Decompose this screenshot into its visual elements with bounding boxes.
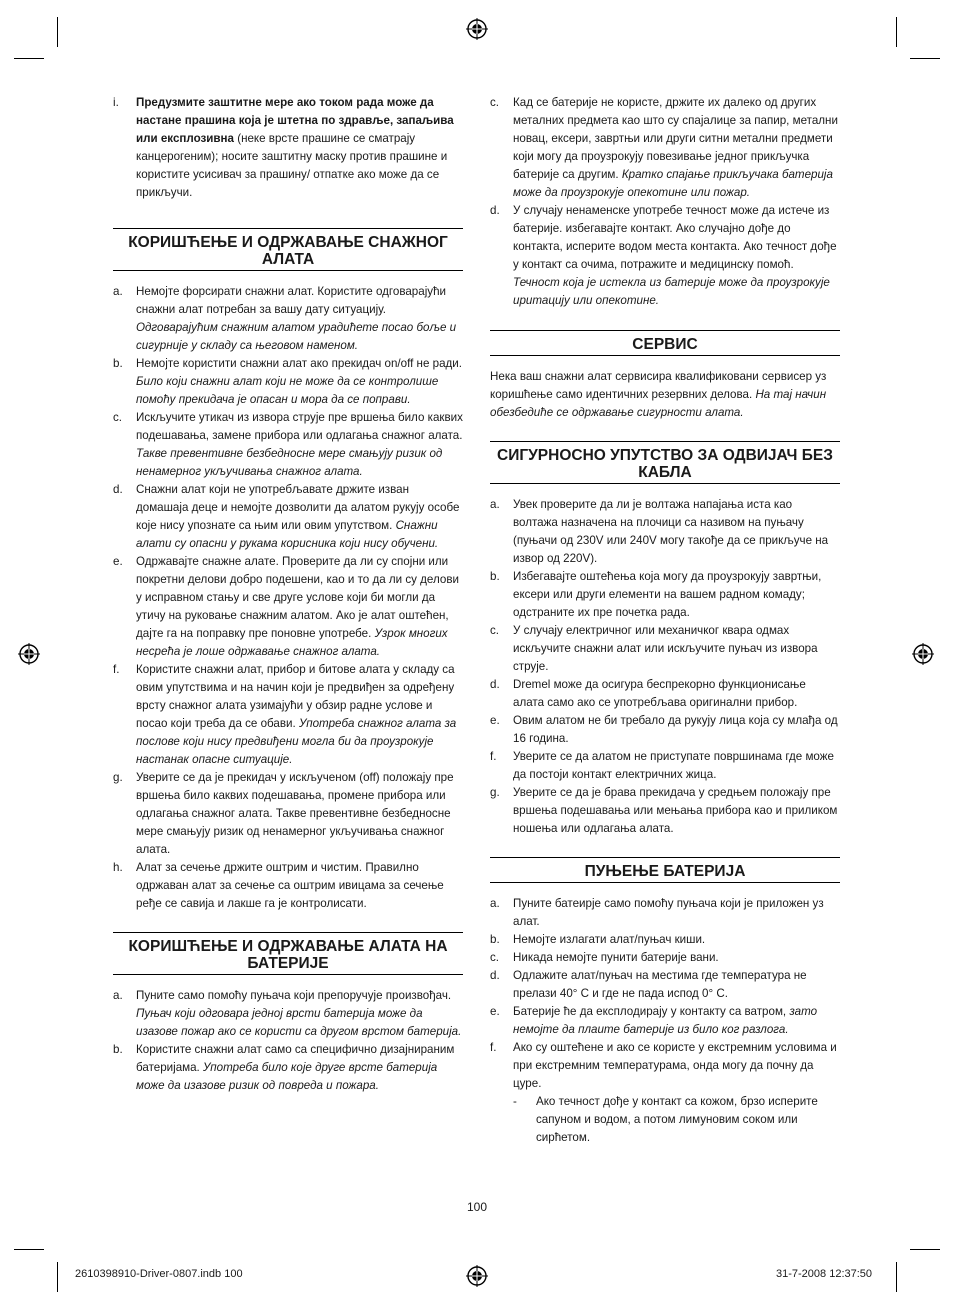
item-label: f.	[490, 750, 497, 763]
item-text: Уверите се да алатом не приступате површинама где може да постоји контакт електричних жица.	[513, 750, 834, 781]
registration-mark-icon	[912, 643, 934, 665]
item-text: Немојте користити снажни алат ако прекидач on/off не ради.	[136, 357, 462, 370]
section-heading: СЕРВИС	[490, 330, 840, 356]
page-number: 100	[466, 1200, 488, 1214]
item-text: Увек проверите да ли је волтажа напајања иста као волтажа назначена на плочици са називом на пуњачу (пуњачи од 230V или 240V могу такође да се прикључе на извор од 220V).	[513, 498, 829, 565]
item-label: f.	[113, 663, 120, 676]
list-item	[490, 748, 840, 784]
list-item	[490, 676, 840, 712]
item-text: Немојте форсирати снажни алат. Користите одговарајући снажни алат потребан за вашу дату ситуацију.	[136, 285, 447, 316]
item-text: Користите снажни алат само са специфично дизајнираним батеријама.	[136, 1043, 455, 1074]
sub-item-text: Ако течност дође у контакт са кожом, брзо исперите сапуном и водом, а потом лимуновим соком или сирћетом.	[536, 1095, 818, 1144]
item-label: a.	[490, 897, 500, 910]
list-item	[490, 202, 840, 310]
item-label: i.	[113, 96, 119, 109]
item-text: Алат за сечење држите оштрим и чистим. Правилно одржаван алат за сечење са оштрим ивицама за сечење ређе се савија и лакше га је контролисати.	[136, 861, 444, 910]
item-italic: Употреба снажног алата за послове који нису предвиђени могла би да проузрокује настанак опасне ситуације.	[136, 717, 457, 766]
item-label: c.	[490, 96, 500, 109]
right-column	[490, 94, 840, 1147]
item-text: Избегавајте оштећења која могу да проузрокују завртњи, ексери или други елементи на вашем радном комаду; одстраните их пре почетка рада.	[513, 570, 822, 619]
list-item	[113, 661, 463, 769]
item-text: Уверите се да је прекидач у искљученом (off) положају пре вршења било каквих подешавања, промене прибора или одлагања снажног алата. Такве превентивне безбедносне мере смањују ризик од ненамерног укључивања снажног алата.	[136, 771, 454, 856]
list-item	[490, 622, 840, 676]
item-italic: Течност која је истекла из батерије може да проузрокује иритацију или опекотине.	[513, 276, 830, 307]
item-italic: Такве превентивне безбедносне мере смањују ризик од ненамерног укључивања снажног алата.	[136, 447, 443, 478]
item-text: Ако су оштећене и ако се користе у екстремним условима и при екстремним температурама, онда могу да почну да цуре.	[513, 1041, 837, 1090]
item-label: b.	[113, 1043, 123, 1056]
item-text: Уверите се да је брава прекидача у средњем положају пре вршења подешавања или мењања прибора као и приликом ношења или одлагања алата.	[513, 786, 838, 835]
item-label: g.	[113, 771, 123, 784]
left-column	[113, 94, 463, 1095]
item-text: Пуните батеирје само помоћу пуњача који је приложен уз алат.	[513, 897, 824, 928]
item-italic: зато немојте да плаите батерије из било ког разлога.	[513, 1005, 818, 1036]
item-text: Пуните само помоћу пуњача који препоручује произвођач.	[136, 989, 452, 1002]
list-item	[490, 94, 840, 202]
item-text: Кад се батерије не користе, држите их далеко од других металних предмета као што су спајалице за папир, метални новац, ексери, завртњи или други ситни метални предмети који могу да проузрокују повезивање једног прикључка батерије са другим.	[513, 96, 838, 181]
item-label: e.	[490, 714, 500, 727]
item-italic: Било који снажни алат који не може да се контролише помоћу прекидача је опасан и мора да се поправи.	[136, 375, 439, 406]
crop-mark	[57, 17, 58, 47]
list-item	[113, 769, 463, 859]
section-heading: ПУЊЕЊЕ БАТЕРИЈА	[490, 857, 840, 883]
item-italic: Употреба било које друге врсте батерија може да изазове ризик од повреда и пожара.	[136, 1061, 438, 1092]
item-label: f.	[490, 1041, 497, 1054]
item-label: e.	[490, 1005, 500, 1018]
item-label: g.	[490, 786, 500, 799]
s4-list	[490, 496, 840, 838]
item-text: Користите снажни алат, прибор и битове алата у складу са овим упутствима и на начин који је предвиђен за одређену врсту снажног алата узимајући у обзир радне услове и посао који треба да се обави.	[136, 663, 455, 730]
s5-list	[490, 895, 840, 1147]
list-item	[113, 987, 463, 1041]
item-text: Dremel може да осигура беспрекорно функционисање алата само ако се употребљава оригинални прибор.	[513, 678, 806, 709]
item-italic: Кратко спајање прикључака батерија може да проузрокује опекотине или пожар.	[513, 168, 833, 199]
list-item	[490, 1003, 840, 1039]
list-item	[490, 895, 840, 931]
list-item	[490, 931, 840, 949]
paragraph	[490, 368, 840, 422]
s2-list	[113, 987, 463, 1095]
footer-file-info: 2610398910-Driver-0807.indb 100	[75, 1268, 243, 1280]
sub-list-item	[513, 1093, 840, 1147]
list-item	[490, 1039, 840, 1093]
crop-mark	[14, 58, 44, 59]
list-item	[490, 568, 840, 622]
list-item	[113, 355, 463, 409]
paragraph-italic: На тај начин обезбедиће се одржавање сигурности алата.	[490, 388, 827, 419]
item-text: Немојте излагати алат/пуњач киши.	[513, 933, 706, 946]
registration-mark-icon	[18, 643, 40, 665]
section-heading: КОРИШЋЕЊЕ И ОДРЖАВАЊЕ АЛАТА НА БАТЕРИЈЕ	[113, 932, 463, 975]
item-label: d.	[490, 678, 500, 691]
item-italic: Пуњач који одговара једној врсти батерија може да изазове пожар ако се користи са другом врстом батерија.	[136, 1007, 462, 1038]
list-item	[113, 859, 463, 913]
item-label: b.	[490, 933, 500, 946]
item-label: a.	[113, 285, 123, 298]
item-text: (неке врсте прашине се сматрају канцерогеним); носите заштитну маску против прашине и користите усисивач за прашину/ отпатке ако може да се прикључи.	[136, 132, 448, 199]
crop-mark	[14, 1249, 44, 1250]
registration-mark-icon	[466, 18, 488, 40]
footer-timestamp: 31-7-2008 12:37:50	[776, 1268, 873, 1280]
item-label: d.	[490, 204, 500, 217]
item-label: h.	[113, 861, 123, 874]
list-item	[113, 409, 463, 481]
item-label: a.	[113, 989, 123, 1002]
item-text: У случају електричног или механичког квара одмах искључите снажни алат или искључите пуњач из извора струје.	[513, 624, 818, 673]
item-label: c.	[490, 951, 500, 964]
item-text: Одржавајте снажне алате. Проверите да ли су спојни или покретни делови добро подешени, као и то да ли су делови у исправном стању и све друге услове који би могли да утичу на руковање снажним алатом. Ако је алат оштећен, дајте га на поправку пре поновне употребе.	[136, 555, 459, 640]
item-label: c.	[113, 411, 123, 424]
item-italic: Одговарајућим снажним алатом урадићете посао боље и сигурније у складу са његовом наменом.	[136, 321, 457, 352]
list-item	[490, 496, 840, 568]
item-label: d.	[490, 969, 500, 982]
crop-mark	[57, 1262, 58, 1292]
item-italic: Узрок многих несрећа је лоше одржавање снажног алата.	[136, 627, 448, 658]
item-label: b.	[490, 570, 500, 583]
list-item	[490, 949, 840, 967]
crop-mark	[910, 1249, 940, 1250]
list-item	[113, 481, 463, 553]
paragraph-text: Нека ваш снажни алат сервисира квалификовани сервисер уз коришћење само идентичних резервних делова.	[490, 370, 827, 401]
list-item	[113, 1041, 463, 1095]
section-heading: КОРИШЋЕЊЕ И ОДРЖАВАЊЕ СНАЖНОГ АЛАТА	[113, 228, 463, 271]
list-item	[113, 283, 463, 355]
item-text: Снажни алат који не употребљавате држите изван домашаја деце и немојте дозволити да алатом рукују особе које нису упознате са њим или овим упутством.	[136, 483, 460, 532]
crop-mark	[910, 58, 940, 59]
sub-item-dash: -	[513, 1095, 517, 1108]
item-label: d.	[113, 483, 123, 496]
crop-mark	[896, 1262, 897, 1292]
item-text: У случају ненаменске употребе течност може да истече из батерије. избегавајте контакт. Ако случајно дође до контакта, исперите водом места контакта. Ако течност дође у контакт са очима, потражите и медицинску помоћ.	[513, 204, 837, 271]
registration-mark-icon	[466, 1265, 488, 1287]
item-text: Никада немојте пунити батерије вани.	[513, 951, 719, 964]
item-italic: Снажни алати су опасни у рукама корисника који нису обучени.	[136, 519, 439, 550]
list-item	[113, 94, 463, 202]
list-item	[490, 784, 840, 838]
item-bold-text: Предузмите заштитне мере ако током рада може да настане прашина која је штетна по здравље, запаљива или експлозивна	[136, 96, 454, 145]
item-label: e.	[113, 555, 123, 568]
item-label: b.	[113, 357, 123, 370]
item-text: Искључите утикач из извора струје пре вршења било каквих подешавања, замене прибора или одлагања снажног алата.	[136, 411, 463, 442]
list-item	[490, 967, 840, 1003]
item-text: Батерије ће да експлодирају у контакту са ватром,	[513, 1005, 790, 1018]
section-heading: СИГУРНОСНО УПУТСТВО ЗА ОДВИЈАЧ БЕЗ КАБЛА	[490, 441, 840, 484]
item-text: Одлажите алат/пуњач на местима где температура не прелази 40° C и где не пада испод 0° C.	[513, 969, 807, 1000]
list-item	[490, 712, 840, 748]
crop-mark	[896, 17, 897, 47]
item-label: a.	[490, 498, 500, 511]
item-label: c.	[490, 624, 500, 637]
list-item	[113, 553, 463, 661]
item-text: Овим алатом не би требало да рукују лица која су млађа од 16 година.	[513, 714, 838, 745]
s1-list	[113, 283, 463, 913]
